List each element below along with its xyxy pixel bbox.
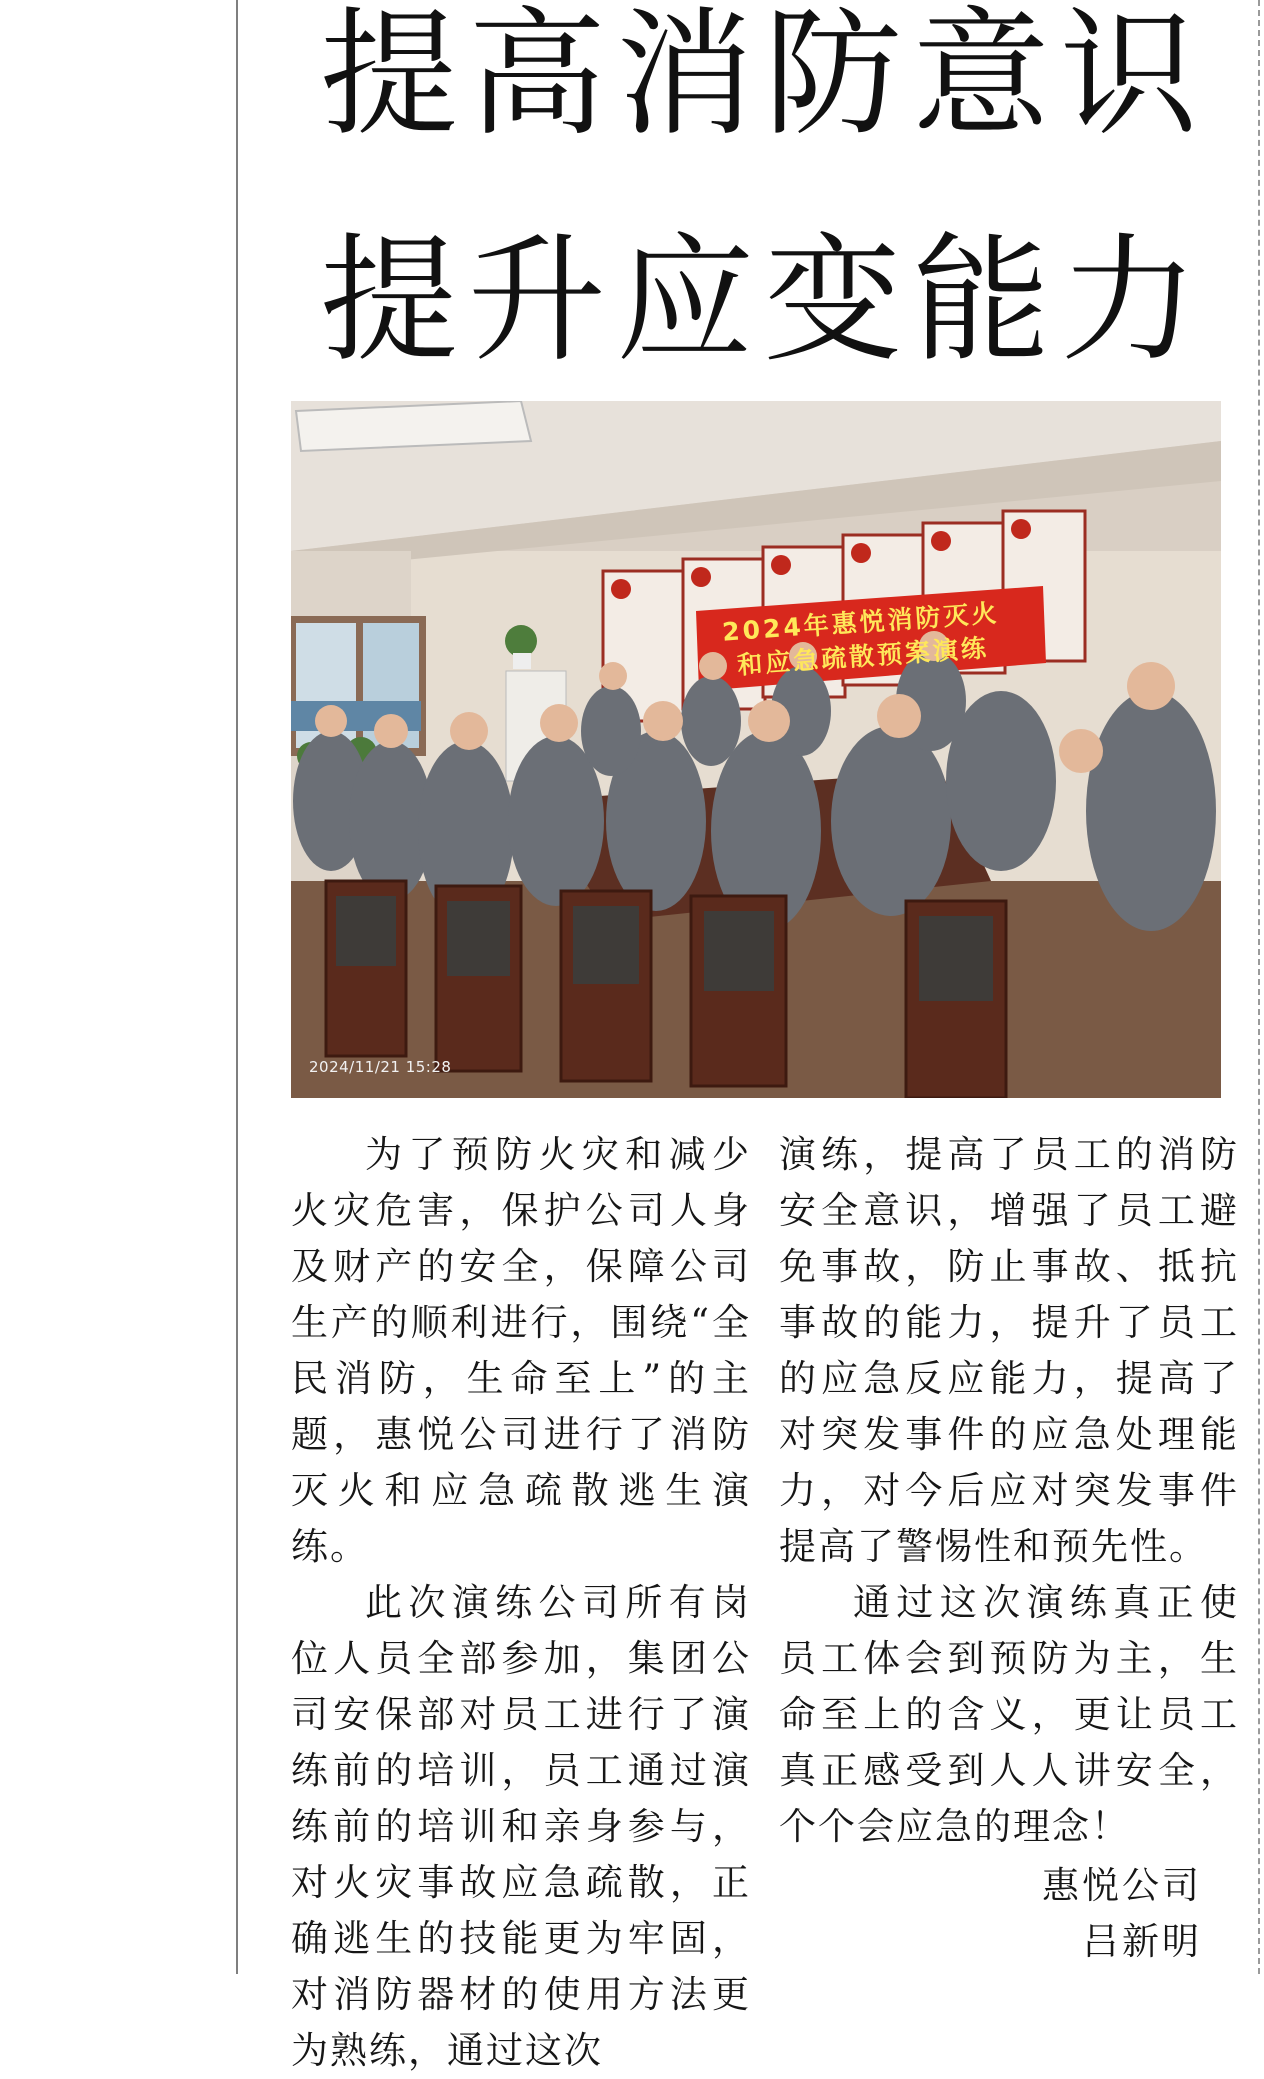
- news-photo: [291, 401, 1221, 1098]
- article-column-right: [779, 1127, 1239, 1855]
- meeting-room-illustration: [291, 401, 1221, 1098]
- article-column-left: [291, 1127, 751, 2079]
- paragraph-2-continued: 演练，提高了员工的消防安全意识，增强了员工避免事故，防止事故、抵抗事故的能力，提升了员工的应急反应能力，提高了对突发事件的应急处理能力，对今后应对突发事件提高了警惕性和预先性。: [779, 1133, 1239, 1568]
- left-margin-rule: [236, 0, 238, 1974]
- banner-line-1: 2024年惠悦消防灭火: [721, 598, 1001, 647]
- signature-author: 吕新明: [1082, 1920, 1202, 1963]
- right-dashed-border: [1258, 0, 1260, 1974]
- paragraph-1: 为了预防火灾和减少火灾危害，保护公司人身及财产的安全，保障公司生产的顺利进行，围绕“全民消防，生命至上”的主题，惠悦公司进行了消防灭火和应急疏散逃生演练。: [291, 1133, 751, 1568]
- headline-line-2: 提升应变能力: [320, 220, 1209, 381]
- paragraph-3: 通过这次演练真正使员工体会到预防为主，生命至上的含义，更让员工真正感受到人人讲安全，个个会应急的理念！: [779, 1581, 1239, 1848]
- banner-line-2: 和应急疏散预案演练: [736, 633, 990, 680]
- signature-company: 惠悦公司: [1042, 1864, 1202, 1907]
- headline-line-1: 提高消防意识: [320, 0, 1209, 155]
- paragraph-2: 此次演练公司所有岗位人员全部参加，集团公司安保部对员工进行了演练前的培训，员工通过演练前的培训和亲身参与，对火灾事故应急疏散，正确逃生的技能更为牢固，对消防器材的使用方法更为熟练，通过这次: [291, 1581, 751, 2072]
- photo-timestamp: 2024/11/21 15:28: [309, 1058, 452, 1076]
